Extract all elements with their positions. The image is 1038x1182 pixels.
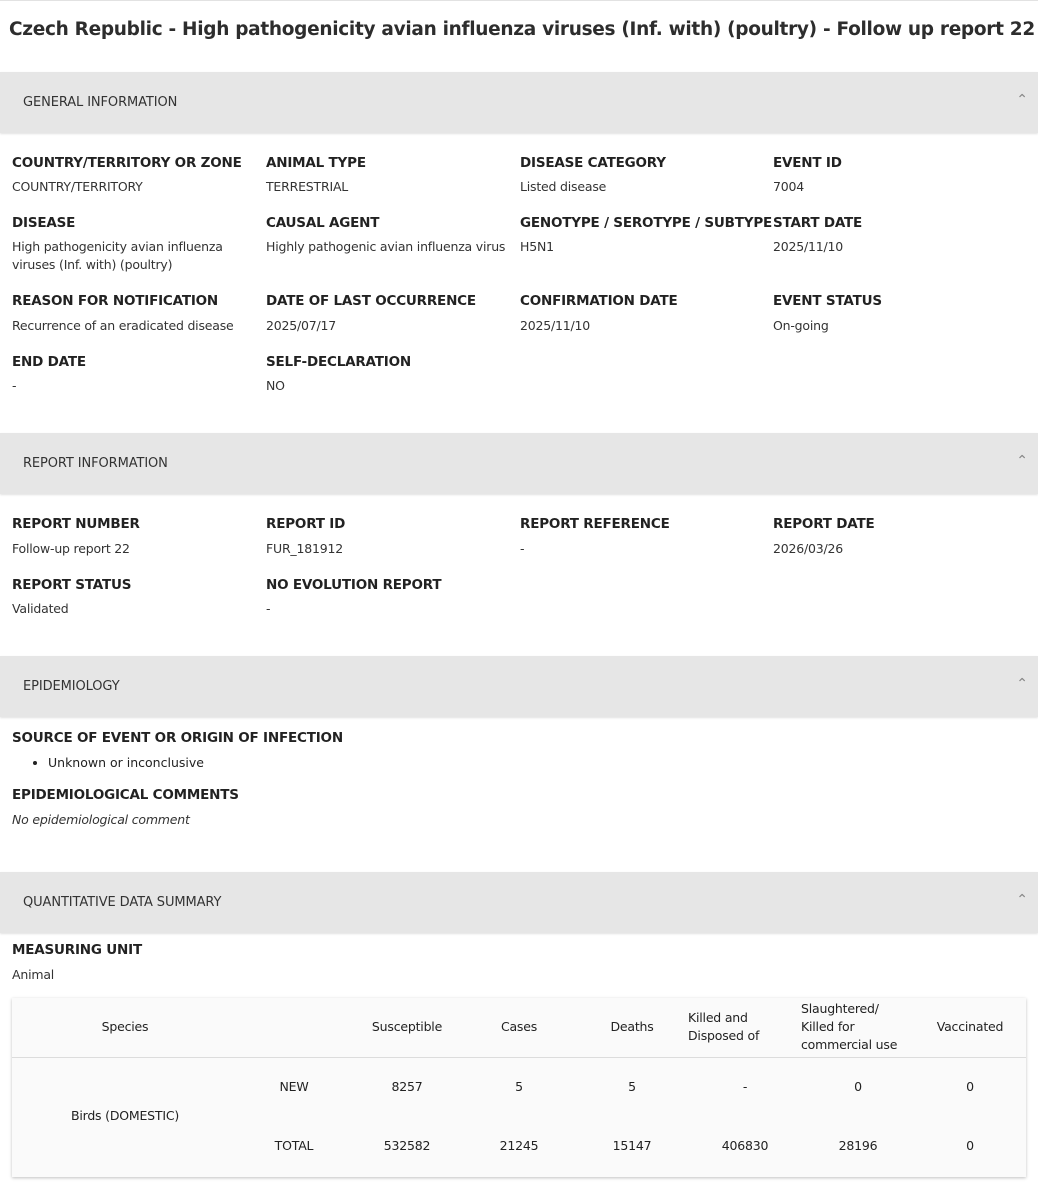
self-declaration-value: NO: [266, 378, 285, 393]
no-evolution-value: -: [266, 601, 271, 616]
top-divider: [0, 0, 1038, 1]
report-reference-label: REPORT REFERENCE: [520, 516, 670, 532]
section-title: REPORT INFORMATION: [23, 456, 168, 471]
measuring-unit-label: MEASURING UNIT: [12, 942, 142, 958]
no-evolution-label: NO EVOLUTION REPORT: [266, 577, 442, 593]
cell-deaths-total: 15147: [612, 1138, 652, 1153]
epidemiological-comments-label: EPIDEMIOLOGICAL COMMENTS: [12, 787, 239, 803]
disease-label: DISEASE: [12, 215, 76, 231]
row-type-new: NEW: [279, 1079, 309, 1094]
event-id-label: EVENT ID: [773, 155, 842, 171]
report-date-value: 2026/03/26: [773, 541, 844, 556]
cell-killed-total: 406830: [721, 1138, 769, 1153]
header-line: Disposed of: [688, 1028, 760, 1043]
chevron-up-icon[interactable]: ⌃: [1016, 92, 1028, 108]
confirmation-date-label: CONFIRMATION DATE: [520, 293, 678, 309]
report-status-label: REPORT STATUS: [12, 577, 132, 593]
page-title: Czech Republic - High pathogenicity avian influenza viruses (Inf. with) (poultry) - Follow up report 22: [9, 19, 1035, 40]
section-title: EPIDEMIOLOGY: [23, 679, 120, 694]
species-cell: Birds (DOMESTIC): [70, 1108, 180, 1123]
cell-slaughtered-new: 0: [854, 1079, 862, 1094]
cell-cases-new: 5: [515, 1079, 523, 1094]
header-line: Slaughtered/: [801, 1001, 879, 1016]
section-header-report-information[interactable]: [0, 433, 1038, 494]
disease-value-line1: High pathogenicity avian influenza: [12, 239, 223, 254]
cell-killed-new: -: [742, 1079, 748, 1094]
country-label: COUNTRY/TERRITORY OR ZONE: [12, 155, 242, 171]
header-line: Killed for: [801, 1019, 855, 1034]
cell-susceptible-total: 532582: [383, 1138, 431, 1153]
quantitative-table: [12, 998, 1026, 1177]
column-header-cases: Cases: [500, 1019, 538, 1034]
header-line: commercial use: [801, 1037, 898, 1052]
chevron-up-icon[interactable]: ⌃: [1016, 453, 1028, 469]
measuring-unit-value: Animal: [12, 967, 55, 982]
animal-type-label: ANIMAL TYPE: [266, 155, 366, 171]
chevron-up-icon[interactable]: ⌃: [1016, 892, 1028, 908]
column-header-species: Species: [101, 1019, 149, 1034]
cell-deaths-new: 5: [628, 1079, 636, 1094]
self-declaration-label: SELF-DECLARATION: [266, 354, 411, 370]
disease-category-value: Listed disease: [520, 179, 607, 194]
section-header-quantitative-data[interactable]: [0, 872, 1038, 933]
last-occurrence-label: DATE OF LAST OCCURRENCE: [266, 293, 476, 309]
end-date-label: END DATE: [12, 354, 86, 370]
cell-slaughtered-total: 28196: [838, 1138, 878, 1153]
report-date-label: REPORT DATE: [773, 516, 875, 532]
animal-type-value: TERRESTRIAL: [266, 179, 349, 194]
epidemiological-comments-value: No epidemiological comment: [12, 812, 190, 827]
column-header-susceptible: Susceptible: [371, 1019, 443, 1034]
last-occurrence-value: 2025/07/17: [266, 318, 337, 333]
cell-susceptible-new: 8257: [391, 1079, 423, 1094]
report-number-label: REPORT NUMBER: [12, 516, 140, 532]
column-header-vaccinated: Vaccinated: [936, 1019, 1004, 1034]
start-date-label: START DATE: [773, 215, 863, 231]
section-title: GENERAL INFORMATION: [23, 95, 178, 110]
row-type-total: TOTAL: [274, 1138, 314, 1153]
report-reference-value: -: [520, 541, 525, 556]
column-header-slaughtered: [801, 1000, 911, 1054]
event-id-value: 7004: [773, 179, 805, 194]
confirmation-date-value: 2025/11/10: [520, 318, 591, 333]
table-header-divider: [12, 1057, 1026, 1058]
genotype-value: H5N1: [520, 239, 554, 254]
report-id-value: FUR_181912: [266, 541, 343, 556]
section-header-epidemiology[interactable]: [0, 656, 1038, 717]
causal-agent-label: CAUSAL AGENT: [266, 215, 380, 231]
disease-category-label: DISEASE CATEGORY: [520, 155, 666, 171]
cell-vaccinated-total: 0: [966, 1138, 974, 1153]
source-list: [12, 754, 204, 772]
report-status-value: Validated: [12, 601, 69, 616]
list-item: • Unknown or inconclusive: [48, 754, 204, 772]
country-value: COUNTRY/TERRITORY: [12, 179, 143, 194]
column-header-deaths: Deaths: [610, 1019, 654, 1034]
source-label: SOURCE OF EVENT OR ORIGIN OF INFECTION: [12, 730, 343, 746]
cell-cases-total: 21245: [499, 1138, 539, 1153]
section-header-general-information[interactable]: [0, 72, 1038, 133]
event-status-value: On-going: [773, 318, 829, 333]
genotype-label: GENOTYPE / SEROTYPE / SUBTYPE: [520, 215, 773, 231]
column-header-killed: [688, 1009, 778, 1045]
cell-vaccinated-new: 0: [966, 1079, 974, 1094]
reason-value: Recurrence of an eradicated disease: [12, 318, 234, 333]
report-id-label: REPORT ID: [266, 516, 346, 532]
chevron-up-icon[interactable]: ⌃: [1016, 676, 1028, 692]
report-number-value: Follow-up report 22: [12, 541, 130, 556]
disease-value-line2: viruses (Inf. with) (poultry): [12, 257, 173, 272]
reason-label: REASON FOR NOTIFICATION: [12, 293, 219, 309]
start-date-value: 2025/11/10: [773, 239, 844, 254]
causal-agent-value: Highly pathogenic avian influenza virus: [266, 239, 506, 254]
section-title: QUANTITATIVE DATA SUMMARY: [23, 895, 222, 910]
header-line: Killed and: [688, 1010, 748, 1025]
event-status-label: EVENT STATUS: [773, 293, 882, 309]
end-date-value: -: [12, 378, 17, 393]
